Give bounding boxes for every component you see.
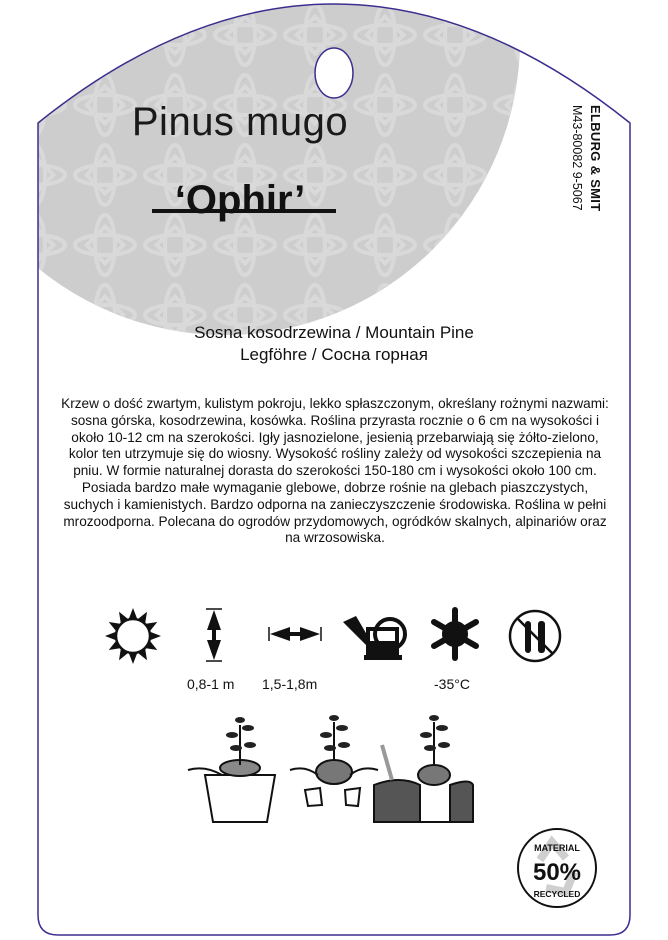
hardiness-value: -35°C <box>434 676 470 692</box>
common-name-line: Sosna kosodrzewina / Mountain Pine <box>194 323 474 342</box>
badge-top-text: MATERIAL <box>534 843 580 853</box>
recycled-material-badge <box>518 829 596 907</box>
latin-name: Pinus mugo <box>131 100 349 144</box>
common-name-line: Legföhre / Сосна горная <box>240 345 428 364</box>
common-names <box>38 322 630 366</box>
plant-description: Krzew o dość zwartym, kulistym pokroju, lekko spłaszczonym, określany rożnymi nazwami: sosna górska, kosodrzewina, kosówka. Roślina przyrasta rocznie o 6 cm na wysokości i około 10-12 cm na szerokości. Igły jasnozielone, jesienią przebarwiają się żółto-zielono, kolor ten utrzymuje się do wiosny. Wysokość rośliny zależy od wysokości szczepienia na pniu. W formie naturalnej dorasta do szerokości 150-180 cm i wysokości około 100 cm. Posiada bardzo małe wymaganie glebowe, dobrze rośnie na glebach piaszczystych, suchych i kamienistych. Bardzo odporna na zanieczyszczenie środowiska. Roślina w pełni mrozoodporna. Polecana do ogrodów przydomowych, ogródków skalnych, alpinariów oraz na wrzosowiska. <box>61 396 609 546</box>
product-code: M43-80082 9-5067 <box>570 105 584 211</box>
hang-hole <box>315 48 353 98</box>
brand-name: ELBURG & SMIT <box>588 105 603 212</box>
badge-value: 50% <box>532 859 582 886</box>
width-value: 1,5-1,8m <box>262 676 318 692</box>
cultivar-name: ‘Ophir’ <box>174 178 306 222</box>
height-value: 0,8-1 m <box>187 676 235 692</box>
badge-bottom-text: RECYCLED <box>533 889 581 899</box>
not-edible-icon <box>510 611 560 661</box>
